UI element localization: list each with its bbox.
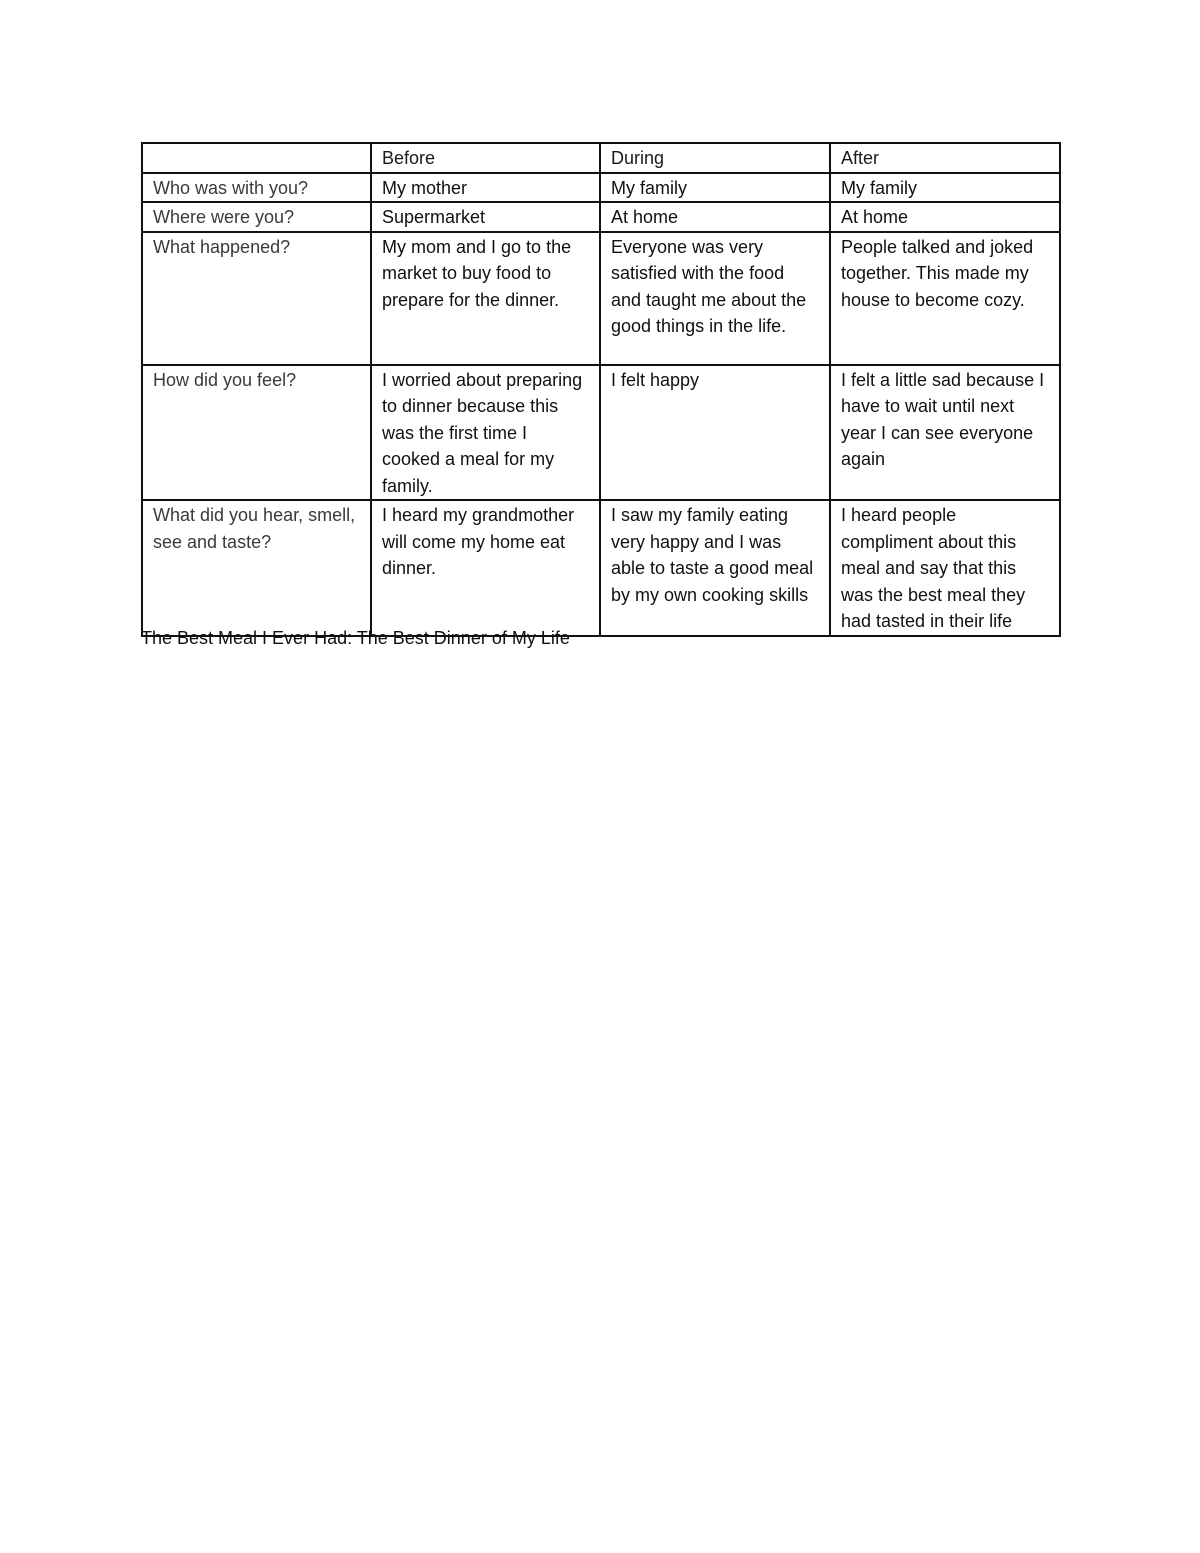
header-cell-after: After <box>830 143 1060 173</box>
cell-before: My mom and I go to the market to buy food to prepare for the dinner. <box>371 232 600 365</box>
table-row <box>142 173 1060 203</box>
header-cell-empty <box>142 143 371 173</box>
row-label: What did you hear, smell, see and taste? <box>142 500 371 636</box>
cell-during: I felt happy <box>600 365 830 501</box>
cell-before: I worried about preparing to dinner because this was the first time I cooked a meal for my family. <box>371 365 600 501</box>
cell-before: Supermarket <box>371 202 600 232</box>
cell-during: Everyone was very satisfied with the food and taught me about the good things in the life. <box>600 232 830 365</box>
cell-after: At home <box>830 202 1060 232</box>
cell-after: People talked and joked together. This made my house to become cozy. <box>830 232 1060 365</box>
row-label: Where were you? <box>142 202 371 232</box>
header-cell-before: Before <box>371 143 600 173</box>
document-caption: The Best Meal I Ever Had: The Best Dinner of My Life <box>141 628 570 648</box>
table-row <box>142 365 1060 501</box>
cell-during: My family <box>600 173 830 203</box>
table-header-row <box>142 143 1060 173</box>
cell-after: I felt a little sad because I have to wait until next year I can see everyone again <box>830 365 1060 501</box>
table-row <box>142 232 1060 365</box>
graphic-organizer-table <box>141 142 1061 637</box>
header-cell-during: During <box>600 143 830 173</box>
table-row <box>142 500 1060 636</box>
cell-during: I saw my family eating very happy and I was able to taste a good meal by my own cooking skills <box>600 500 830 636</box>
cell-during: At home <box>600 202 830 232</box>
row-label: What happened? <box>142 232 371 365</box>
cell-before: I heard my grandmother will come my home eat dinner. <box>371 500 600 636</box>
row-label: How did you feel? <box>142 365 371 501</box>
cell-after: My family <box>830 173 1060 203</box>
table-row <box>142 202 1060 232</box>
cell-after: I heard people compliment about this meal and say that this was the best meal they had tasted in their life <box>830 500 1060 636</box>
cell-before: My mother <box>371 173 600 203</box>
row-label: Who was with you? <box>142 173 371 203</box>
